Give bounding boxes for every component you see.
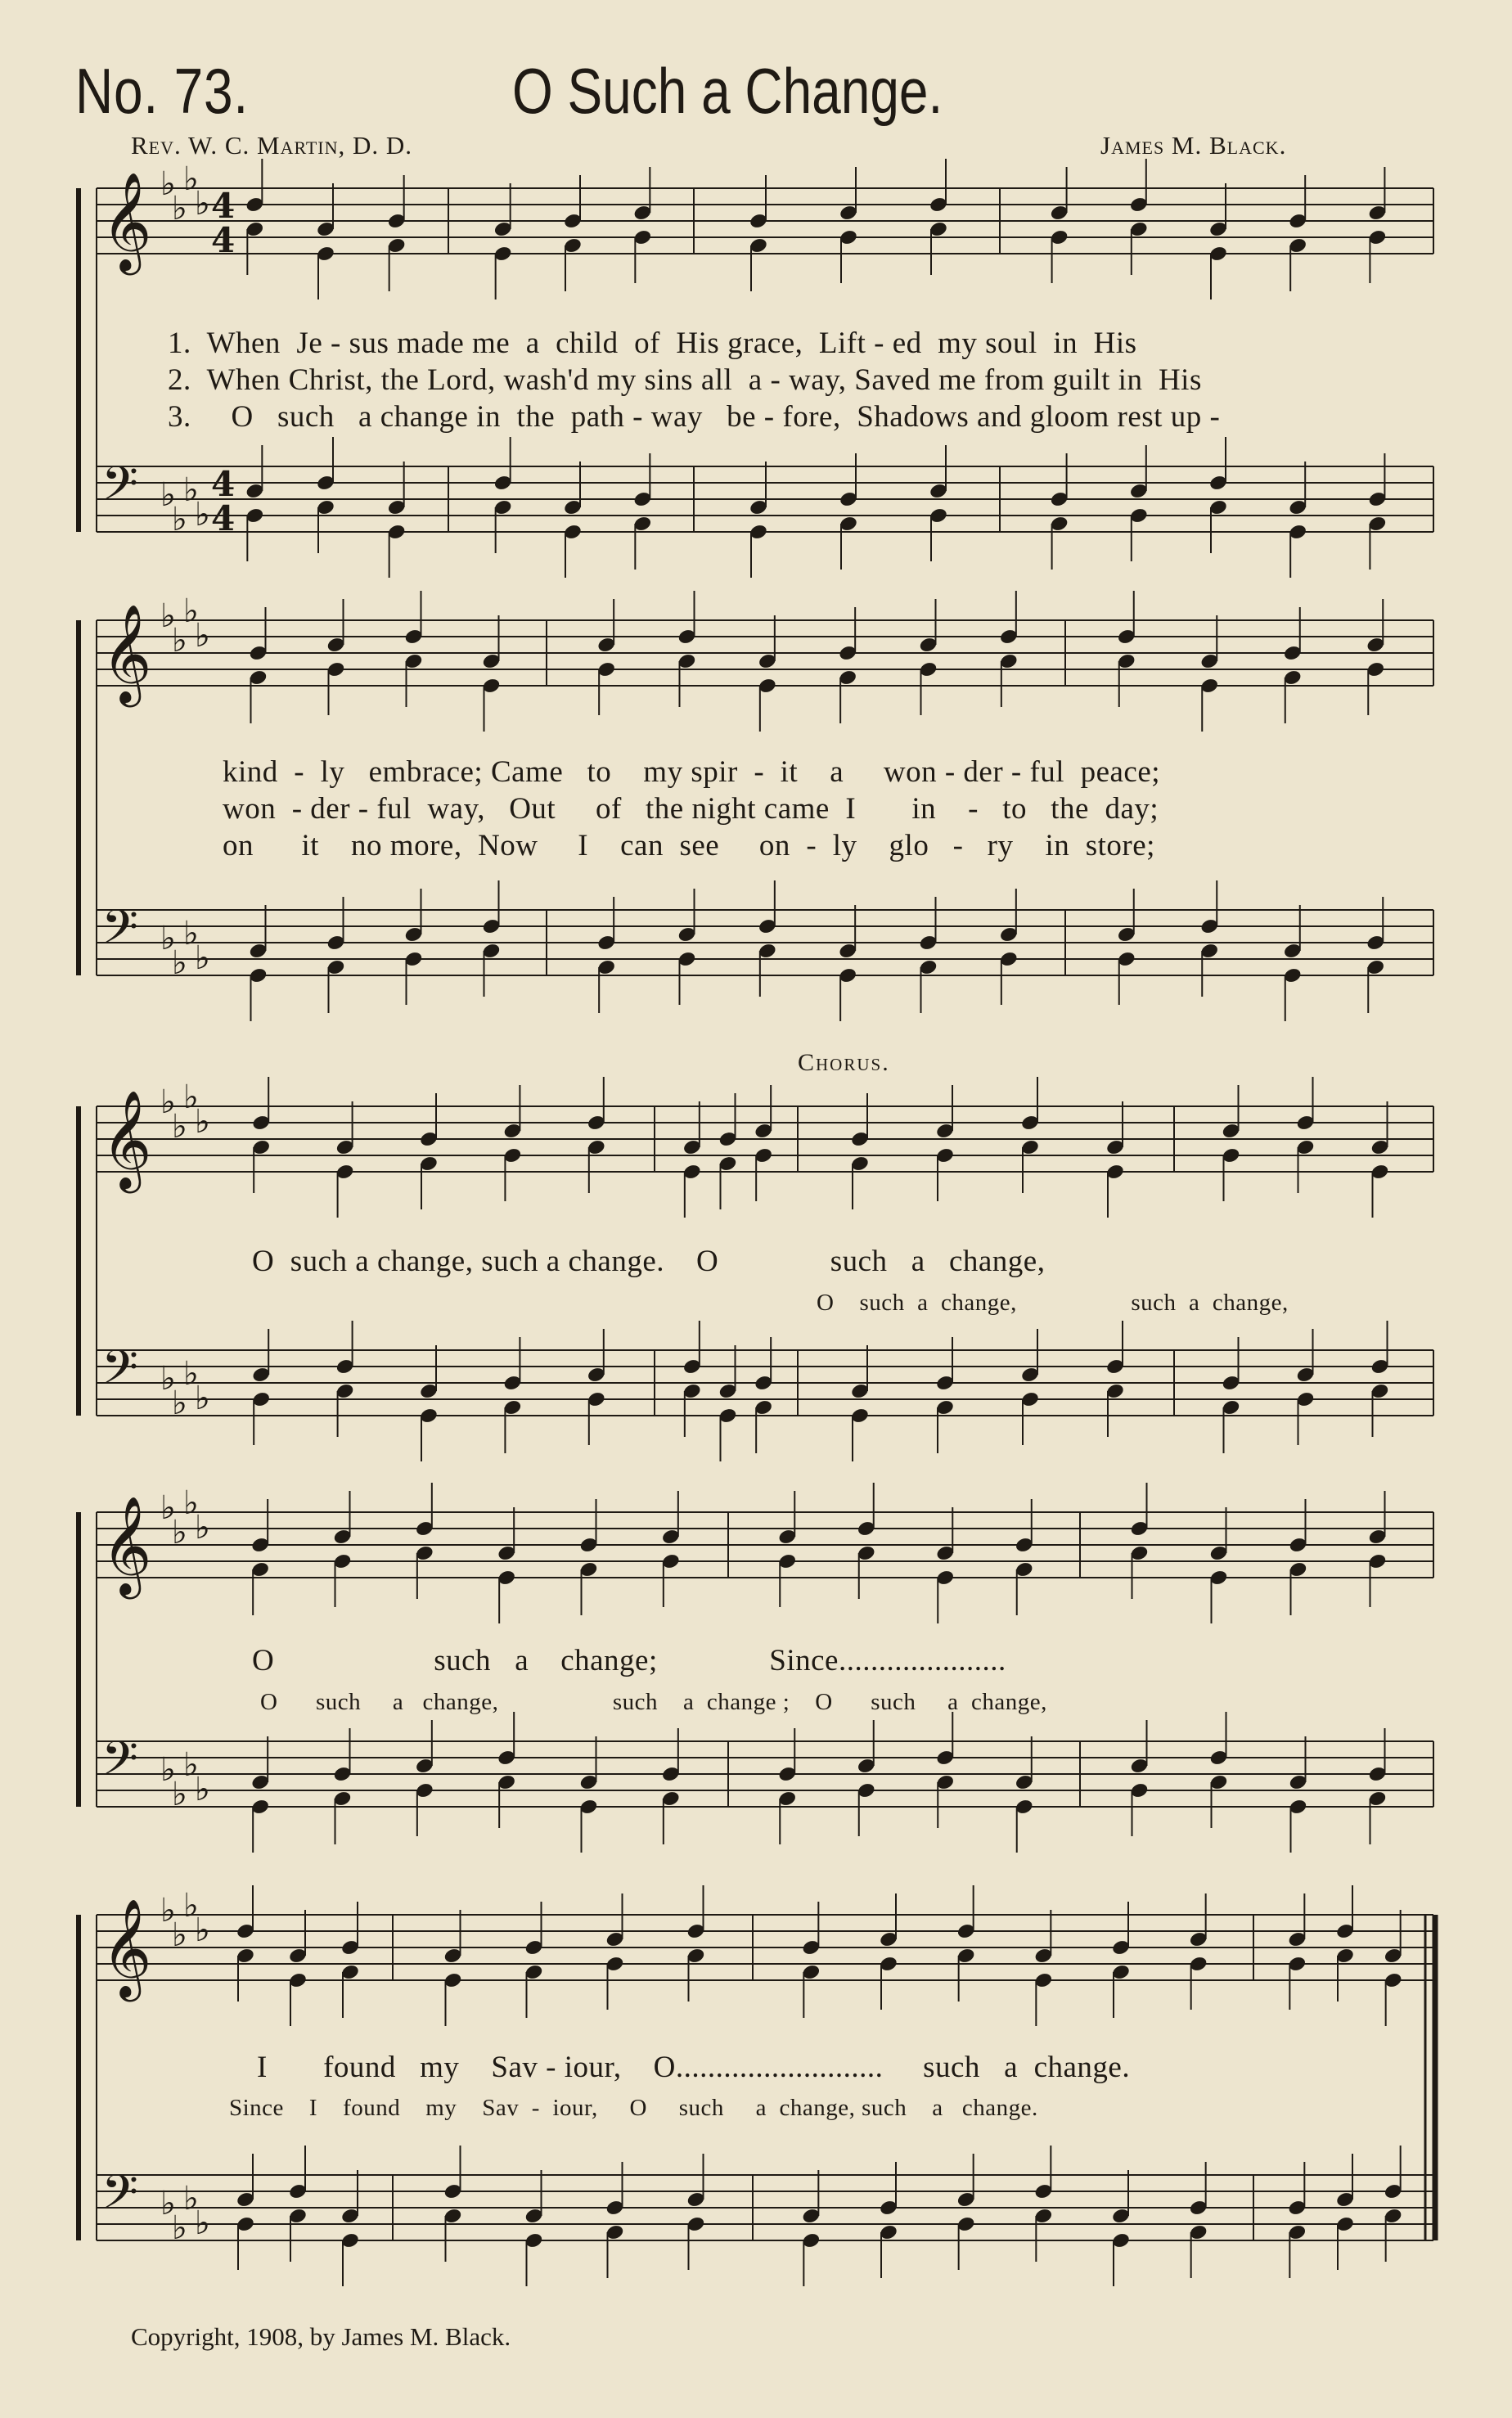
flat-sign: ♭ [160,597,176,635]
verse-2-line-1: 2. When Christ, the Lord, wash'd my sins all a - way, Saved me from guilt in His [168,363,1202,397]
verse-3-line-1: 3. O such a change in the path - way be - fore, Shadows and gloom rest up - [168,400,1221,434]
flat-sign: ♭ [195,2204,210,2242]
flat-sign: ♭ [183,1078,199,1116]
verse-1-line-1: 1. When Je - sus made me a child of His grace, Lift - ed my soul in His [168,326,1137,360]
timesig-bass: 4 [211,498,236,538]
flat-sign: ♭ [172,1385,187,1422]
flat-sign: ♭ [183,915,199,952]
flat-sign: ♭ [160,165,176,203]
copyright-notice: Copyright, 1908, by James M. Black. [131,2322,511,2351]
flat-sign: ♭ [172,1916,187,1954]
chorus-line-3: I found my Sav - iour, O.......................... such a change. [257,2051,1131,2084]
flat-sign: ♭ [195,185,210,223]
chorus-line-2: O such a change; Since..................... [252,1644,1006,1677]
flat-sign: ♭ [160,1892,176,1929]
hymn-number: No. 73. [75,55,249,127]
flat-sign: ♭ [160,1751,176,1789]
flat-sign: ♭ [172,622,187,660]
verse-2-line-2: won - der - ful way, Out of the night came I in - to the day; [223,792,1159,826]
timesig-treble: 4 [211,186,236,226]
bass-clef: 𝄢 [101,899,139,966]
flat-sign: ♭ [195,617,210,655]
flat-sign: ♭ [172,501,187,538]
flat-sign: ♭ [183,1746,199,1784]
flat-sign: ♭ [160,1360,176,1398]
flat-sign: ♭ [195,1771,210,1808]
flat-sign: ♭ [183,1887,199,1925]
flat-sign: ♭ [160,1489,176,1527]
chorus-line-1-bass: O such a change, such a change, [817,1290,1289,1316]
verse-1-line-2: kind - ly embrace; Came to my spir - it a won - der - ful peace; [223,755,1161,789]
flat-sign: ♭ [195,939,210,977]
bass-clef: 𝄢 [101,2164,139,2231]
timesig-treble: 4 [211,220,236,260]
flat-sign: ♭ [172,944,187,982]
flat-sign: ♭ [183,471,199,509]
flat-sign: ♭ [195,1509,210,1547]
hymn-title: O Such a Change. [512,55,943,127]
chorus-line-3-bass: Since I found my Sav - iour, O such a change, such a change. [229,2095,1038,2121]
flat-sign: ♭ [172,190,187,227]
flat-sign: ♭ [172,1108,187,1146]
flat-sign: ♭ [172,1514,187,1551]
flat-sign: ♭ [160,920,176,957]
flat-sign: ♭ [195,1911,210,1949]
composer-credit: James M. Black. [1100,131,1287,160]
flat-sign: ♭ [195,496,210,534]
flat-sign: ♭ [195,1380,210,1417]
flat-sign: ♭ [160,476,176,514]
flat-sign: ♭ [172,1776,187,1813]
lyricist-credit: Rev. W. C. Martin, D. D. [131,131,413,160]
treble-clef: 𝄞 [101,171,152,271]
flat-sign: ♭ [183,1484,199,1522]
chorus-line-1: O such a change, such a change. O such a change, [252,1245,1046,1278]
bass-clef: 𝄢 [101,456,139,523]
treble-clef: 𝄞 [101,1898,152,1997]
timesig-bass: 4 [211,464,236,504]
flat-sign: ♭ [160,1083,176,1121]
flat-sign: ♭ [172,2209,187,2247]
chorus-label: Chorus. [798,1049,890,1076]
treble-clef: 𝄞 [101,1089,152,1189]
chorus-line-2-bass: O such a change, such a change ; O such a change, [260,1689,1047,1715]
bass-clef: 𝄢 [101,1731,139,1798]
treble-clef: 𝄞 [101,1495,152,1595]
flat-sign: ♭ [183,592,199,630]
treble-clef: 𝄞 [101,603,152,703]
flat-sign: ♭ [195,1103,210,1141]
flat-sign: ♭ [183,2180,199,2218]
flat-sign: ♭ [160,2185,176,2222]
flat-sign: ♭ [183,160,199,198]
verse-3-line-2: on it no more, Now I can see on - ly glo - ry in store; [223,829,1155,862]
flat-sign: ♭ [183,1355,199,1393]
bass-clef: 𝄢 [101,1340,139,1407]
